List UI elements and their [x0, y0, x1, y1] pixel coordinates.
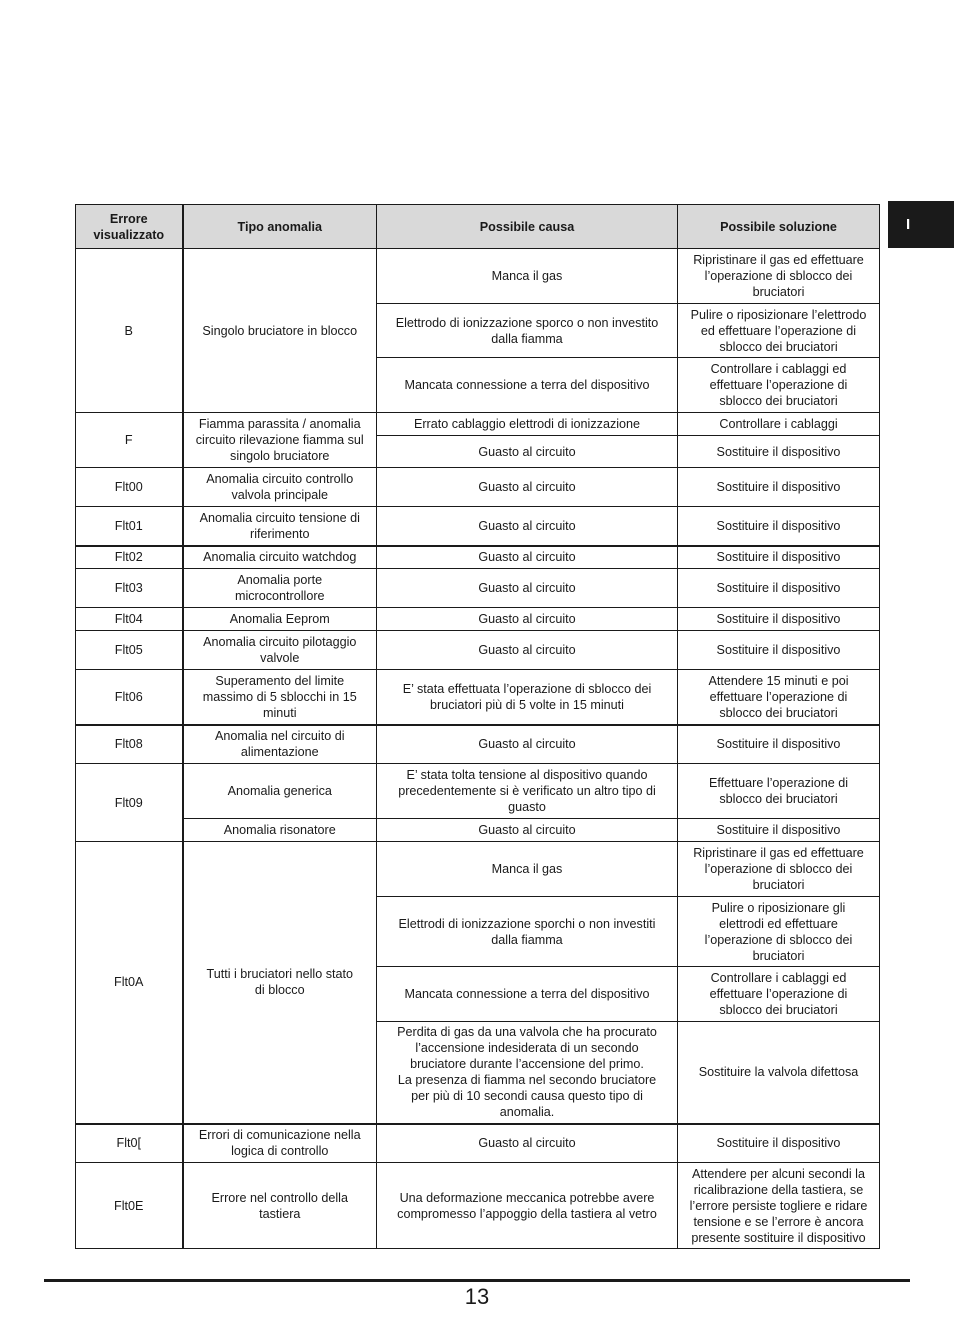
error-code-cell: F [76, 413, 183, 468]
possible-solution-cell: Sostituire il dispositivo [678, 468, 880, 507]
table-row [76, 725, 880, 764]
page-number: 13 [464, 1284, 490, 1309]
possible-cause-cell: Guasto al circuito [377, 569, 678, 608]
anomaly-type-cell: Anomalia risonatore [183, 819, 377, 842]
error-code-cell: Flt02 [76, 546, 183, 569]
possible-cause-cell: E’ stata effettuata l’operazione di sblocco dei bruciatori più di 5 volte in 15 minuti [377, 670, 678, 725]
anomaly-type-cell: Anomalia circuito pilotaggio valvole [183, 631, 377, 670]
error-code-cell: Flt09 [76, 764, 183, 842]
anomaly-type-cell: Fiamma parassita / anomalia circuito rilevazione fiamma sul singolo bruciatore [183, 413, 377, 468]
possible-solution-cell: Controllare i cablaggi ed effettuare l’operazione di sblocco dei bruciatori [678, 967, 880, 1022]
possible-cause-cell: E’ stata tolta tensione al dispositivo quando precedentemente si è verificato un altro tipo di guasto [377, 764, 678, 819]
possible-solution-cell: Sostituire il dispositivo [678, 546, 880, 569]
header-error-code: Errore visualizzato [76, 205, 183, 249]
table-row [76, 842, 880, 897]
error-code-cell: Flt06 [76, 670, 183, 725]
table-header-row [76, 205, 880, 249]
possible-solution-cell: Pulire o riposizionare gli elettrodi ed effettuare l’operazione di sblocco dei bruciatori [678, 897, 880, 967]
possible-solution-cell: Pulire o riposizionare l’elettrodo ed effettuare l’operazione di sblocco dei bruciatori [678, 304, 880, 358]
possible-solution-cell: Sostituire il dispositivo [678, 1124, 880, 1163]
possible-cause-cell: Elettrodi di ionizzazione sporchi o non investiti dalla fiamma [377, 897, 678, 967]
possible-solution-cell: Controllare i cablaggi [678, 413, 880, 436]
table-row [76, 507, 880, 546]
anomaly-type-cell: Singolo bruciatore in blocco [183, 249, 377, 413]
anomaly-type-cell: Errore nel controllo della tastiera [183, 1163, 377, 1249]
possible-cause-cell: Manca il gas [377, 249, 678, 304]
footer-rule [44, 1279, 910, 1282]
possible-solution-cell: Sostituire il dispositivo [678, 725, 880, 764]
table-row [76, 819, 880, 842]
possible-cause-cell: Perdita di gas da una valvola che ha procurato l’accensione indesiderata di un secondo bruciatore durante l’accensione del primo. La presenza di fiamma nel secondo bruciatore per più di 10 secondi causa questo tipo di anomalia. [377, 1022, 678, 1124]
error-code-cell: Flt01 [76, 507, 183, 546]
error-code-cell: Flt00 [76, 468, 183, 507]
possible-solution-cell: Sostituire il dispositivo [678, 631, 880, 670]
anomaly-type-cell: Anomalia Eeprom [183, 608, 377, 631]
possible-cause-cell: Guasto al circuito [377, 631, 678, 670]
error-table [75, 204, 880, 1249]
possible-solution-cell: Effettuare l’operazione di sblocco dei bruciatori [678, 764, 880, 819]
possible-solution-cell: Attendere per alcuni secondi la ricalibrazione della tastiera, se l’errore persiste togliere e ridare tensione e se l’errore è ancora presente sostituire il dispositivo [678, 1163, 880, 1249]
possible-cause-cell: Guasto al circuito [377, 546, 678, 569]
table-row [76, 670, 880, 725]
anomaly-type-cell: Superamento del limite massimo di 5 sblocchi in 15 minuti [183, 670, 377, 725]
possible-solution-cell: Ripristinare il gas ed effettuare l’operazione di sblocco dei bruciatori [678, 842, 880, 897]
anomaly-type-cell: Tutti i bruciatori nello stato di blocco [183, 842, 377, 1124]
header-anomaly-type: Tipo anomalia [183, 205, 377, 249]
possible-solution-cell: Sostituire il dispositivo [678, 436, 880, 468]
possible-cause-cell: Guasto al circuito [377, 436, 678, 468]
language-tab: I [888, 201, 954, 248]
table-row [76, 631, 880, 670]
possible-cause-cell: Elettrodo di ionizzazione sporco o non investito dalla fiamma [377, 304, 678, 358]
possible-solution-cell: Sostituire il dispositivo [678, 819, 880, 842]
possible-solution-cell: Controllare i cablaggi ed effettuare l’operazione di sblocco dei bruciatori [678, 358, 880, 413]
possible-cause-cell: Una deformazione meccanica potrebbe avere compromesso l’appoggio della tastiera al vetro [377, 1163, 678, 1249]
anomaly-type-cell: Anomalia circuito controllo valvola principale [183, 468, 377, 507]
error-code-cell: Flt0[ [76, 1124, 183, 1163]
header-possible-cause: Possibile causa [377, 205, 678, 249]
table-row [76, 608, 880, 631]
anomaly-type-cell: Anomalia porte microcontrollore [183, 569, 377, 608]
possible-cause-cell: Errato cablaggio elettrodi di ionizzazione [377, 413, 678, 436]
anomaly-type-cell: Anomalia circuito tensione di riferimento [183, 507, 377, 546]
table-body [76, 249, 880, 1249]
table-row [76, 468, 880, 507]
anomaly-type-cell: Errori di comunicazione nella logica di controllo [183, 1124, 377, 1163]
possible-solution-cell: Sostituire il dispositivo [678, 608, 880, 631]
table-row [76, 1163, 880, 1249]
error-code-cell: Flt0A [76, 842, 183, 1124]
table-row [76, 546, 880, 569]
table-row [76, 569, 880, 608]
possible-cause-cell: Guasto al circuito [377, 507, 678, 546]
table-row [76, 1124, 880, 1163]
possible-cause-cell: Guasto al circuito [377, 725, 678, 764]
possible-cause-cell: Mancata connessione a terra del dispositivo [377, 967, 678, 1022]
possible-solution-cell: Sostituire il dispositivo [678, 569, 880, 608]
error-code-cell: B [76, 249, 183, 413]
possible-cause-cell: Guasto al circuito [377, 468, 678, 507]
error-code-cell: Flt05 [76, 631, 183, 670]
header-possible-solution: Possibile soluzione [678, 205, 880, 249]
error-code-cell: Flt0E [76, 1163, 183, 1249]
table-row [76, 764, 880, 819]
anomaly-type-cell: Anomalia generica [183, 764, 377, 819]
possible-cause-cell: Manca il gas [377, 842, 678, 897]
possible-cause-cell: Guasto al circuito [377, 819, 678, 842]
table-row [76, 413, 880, 436]
possible-solution-cell: Ripristinare il gas ed effettuare l’operazione di sblocco dei bruciatori [678, 249, 880, 304]
possible-solution-cell: Sostituire il dispositivo [678, 507, 880, 546]
anomaly-type-cell: Anomalia circuito watchdog [183, 546, 377, 569]
possible-solution-cell: Sostituire la valvola difettosa [678, 1022, 880, 1124]
possible-cause-cell: Mancata connessione a terra del dispositivo [377, 358, 678, 413]
error-code-cell: Flt03 [76, 569, 183, 608]
possible-cause-cell: Guasto al circuito [377, 608, 678, 631]
error-code-cell: Flt04 [76, 608, 183, 631]
possible-solution-cell: Attendere 15 minuti e poi effettuare l’operazione di sblocco dei bruciatori [678, 670, 880, 725]
anomaly-type-cell: Anomalia nel circuito di alimentazione [183, 725, 377, 764]
table-row [76, 249, 880, 304]
possible-cause-cell: Guasto al circuito [377, 1124, 678, 1163]
error-code-cell: Flt08 [76, 725, 183, 764]
